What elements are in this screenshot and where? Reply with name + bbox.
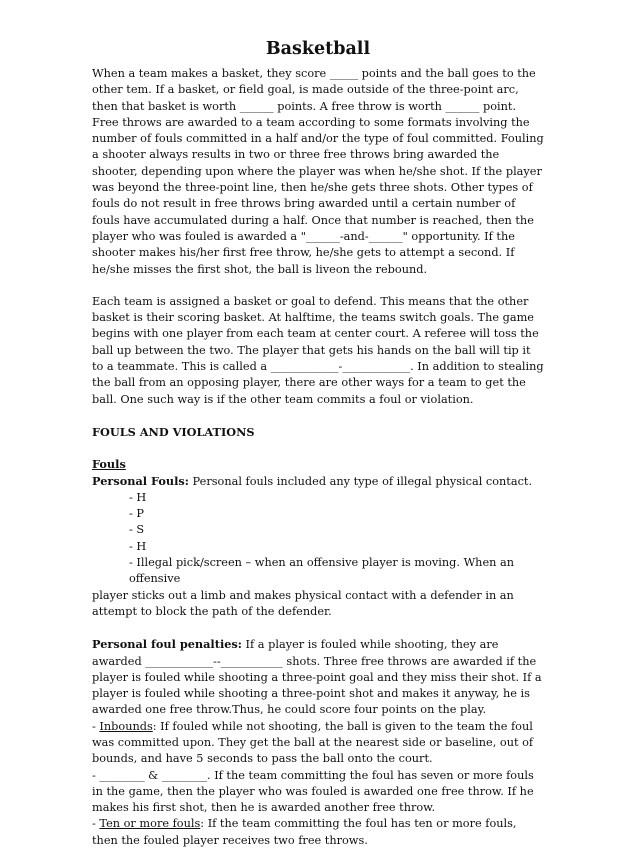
list-item: - H (129, 490, 147, 504)
ten-fouls-paragraph (92, 816, 544, 849)
subheading-fouls: Fouls (92, 457, 126, 472)
penalties-text: If a player is fouled while shooting, they are awarded ____________--___________ shots. Three free throws are awarded if the player is fouled while shooting a three-point goal and they miss their shot. If a player is fouled while shooting a three-point shot and makes it anyway, he is awarded one free throw.Thus, he could score four points on the play. (92, 638, 542, 717)
list-item: - S (129, 523, 145, 537)
bonus-paragraph: - ________ & ________. If the team committing the foul has seven or more fouls in the game, then the player who was fouled is awarded one free throw. If he makes his first shot, then he is awarded another free throw. (92, 768, 534, 815)
inbounds-text: : If fouled while not shooting, the ball is given to the team the foul was committed upon. They get the ball at the nearest side or baseline, out of bounds, and have 5 seconds to pass the ball onto the court. (92, 719, 534, 766)
inbounds-label: Inbounds (99, 719, 153, 733)
personal-fouls-list (92, 490, 544, 588)
paragraph-scoring: When a team makes a basket, they score _____ points and the ball goes to the other tem. If a basket, or field goal, is made outside of the three-point arc, then that basket is worth ______ points. A free throw is worth ______ point. Free throws are awarded to a team according to some formats involving the number of fouls committed in a half and/or the type of foul committed. Fouling a shooter always results in two or three free throws bring awarded the shooter, depending upon where the player was when he/she shot. If the player was beyond the three-point line, then he/she gets three shots. Other types of fouls do not result in free throws bring awarded until a certain number of fouls have accumulated during a half. Once that number is reached, then the player who was fouled is awarded a "______-and-______" opportunity. If the shooter makes his/her first free throw, he/she gets to attempt a second. If he/she misses the first shot, the ball is liveon the rebound. (92, 67, 544, 276)
ten-fouls-label: Ten or more fouls (99, 817, 201, 831)
ten-fouls-prefix: - (92, 817, 100, 831)
ten-fouls-text: : If the team committing the foul has ten or more fouls, then the fouled player receives two free throws. (92, 817, 517, 847)
personal-fouls-label: Personal Fouls: (92, 473, 189, 488)
paragraph-tipoff: Each team is assigned a basket or goal to defend. This means that the other basket is their scoring basket. At halftime, the teams switch goals. The game begins with one player from each team at center court. A referee will toss the ball up between the two. The player that gets his hands on the ball will tip it to a teammate. This is called a ____________-____________. In addition to stealing the ball from an opposing player, there are other ways for a team to get the ball. One such way is if the other team commits a foul or violation. (92, 294, 544, 406)
penalties-label: Personal foul penalties: (92, 637, 242, 652)
document-title: Basketball (265, 39, 371, 59)
list-item: - H (129, 539, 147, 553)
inbounds-paragraph (92, 719, 544, 768)
list-item: - Illegal pick/screen – when an offensive player is moving. When an offensive (129, 556, 515, 586)
personal-fouls-text: Personal fouls included any type of illegal physical contact. (188, 474, 533, 488)
section-heading-fouls-violations: FOULS AND VIOLATIONS (92, 424, 255, 439)
personal-fouls-line (92, 473, 544, 490)
list-item: - P (129, 507, 145, 521)
illegal-screen-continuation: player sticks out a limb and makes physical contact with a defender in an attempt to block the path of the defender. (92, 588, 514, 618)
inbounds-prefix: - (92, 719, 100, 733)
penalties-paragraph (92, 636, 544, 718)
